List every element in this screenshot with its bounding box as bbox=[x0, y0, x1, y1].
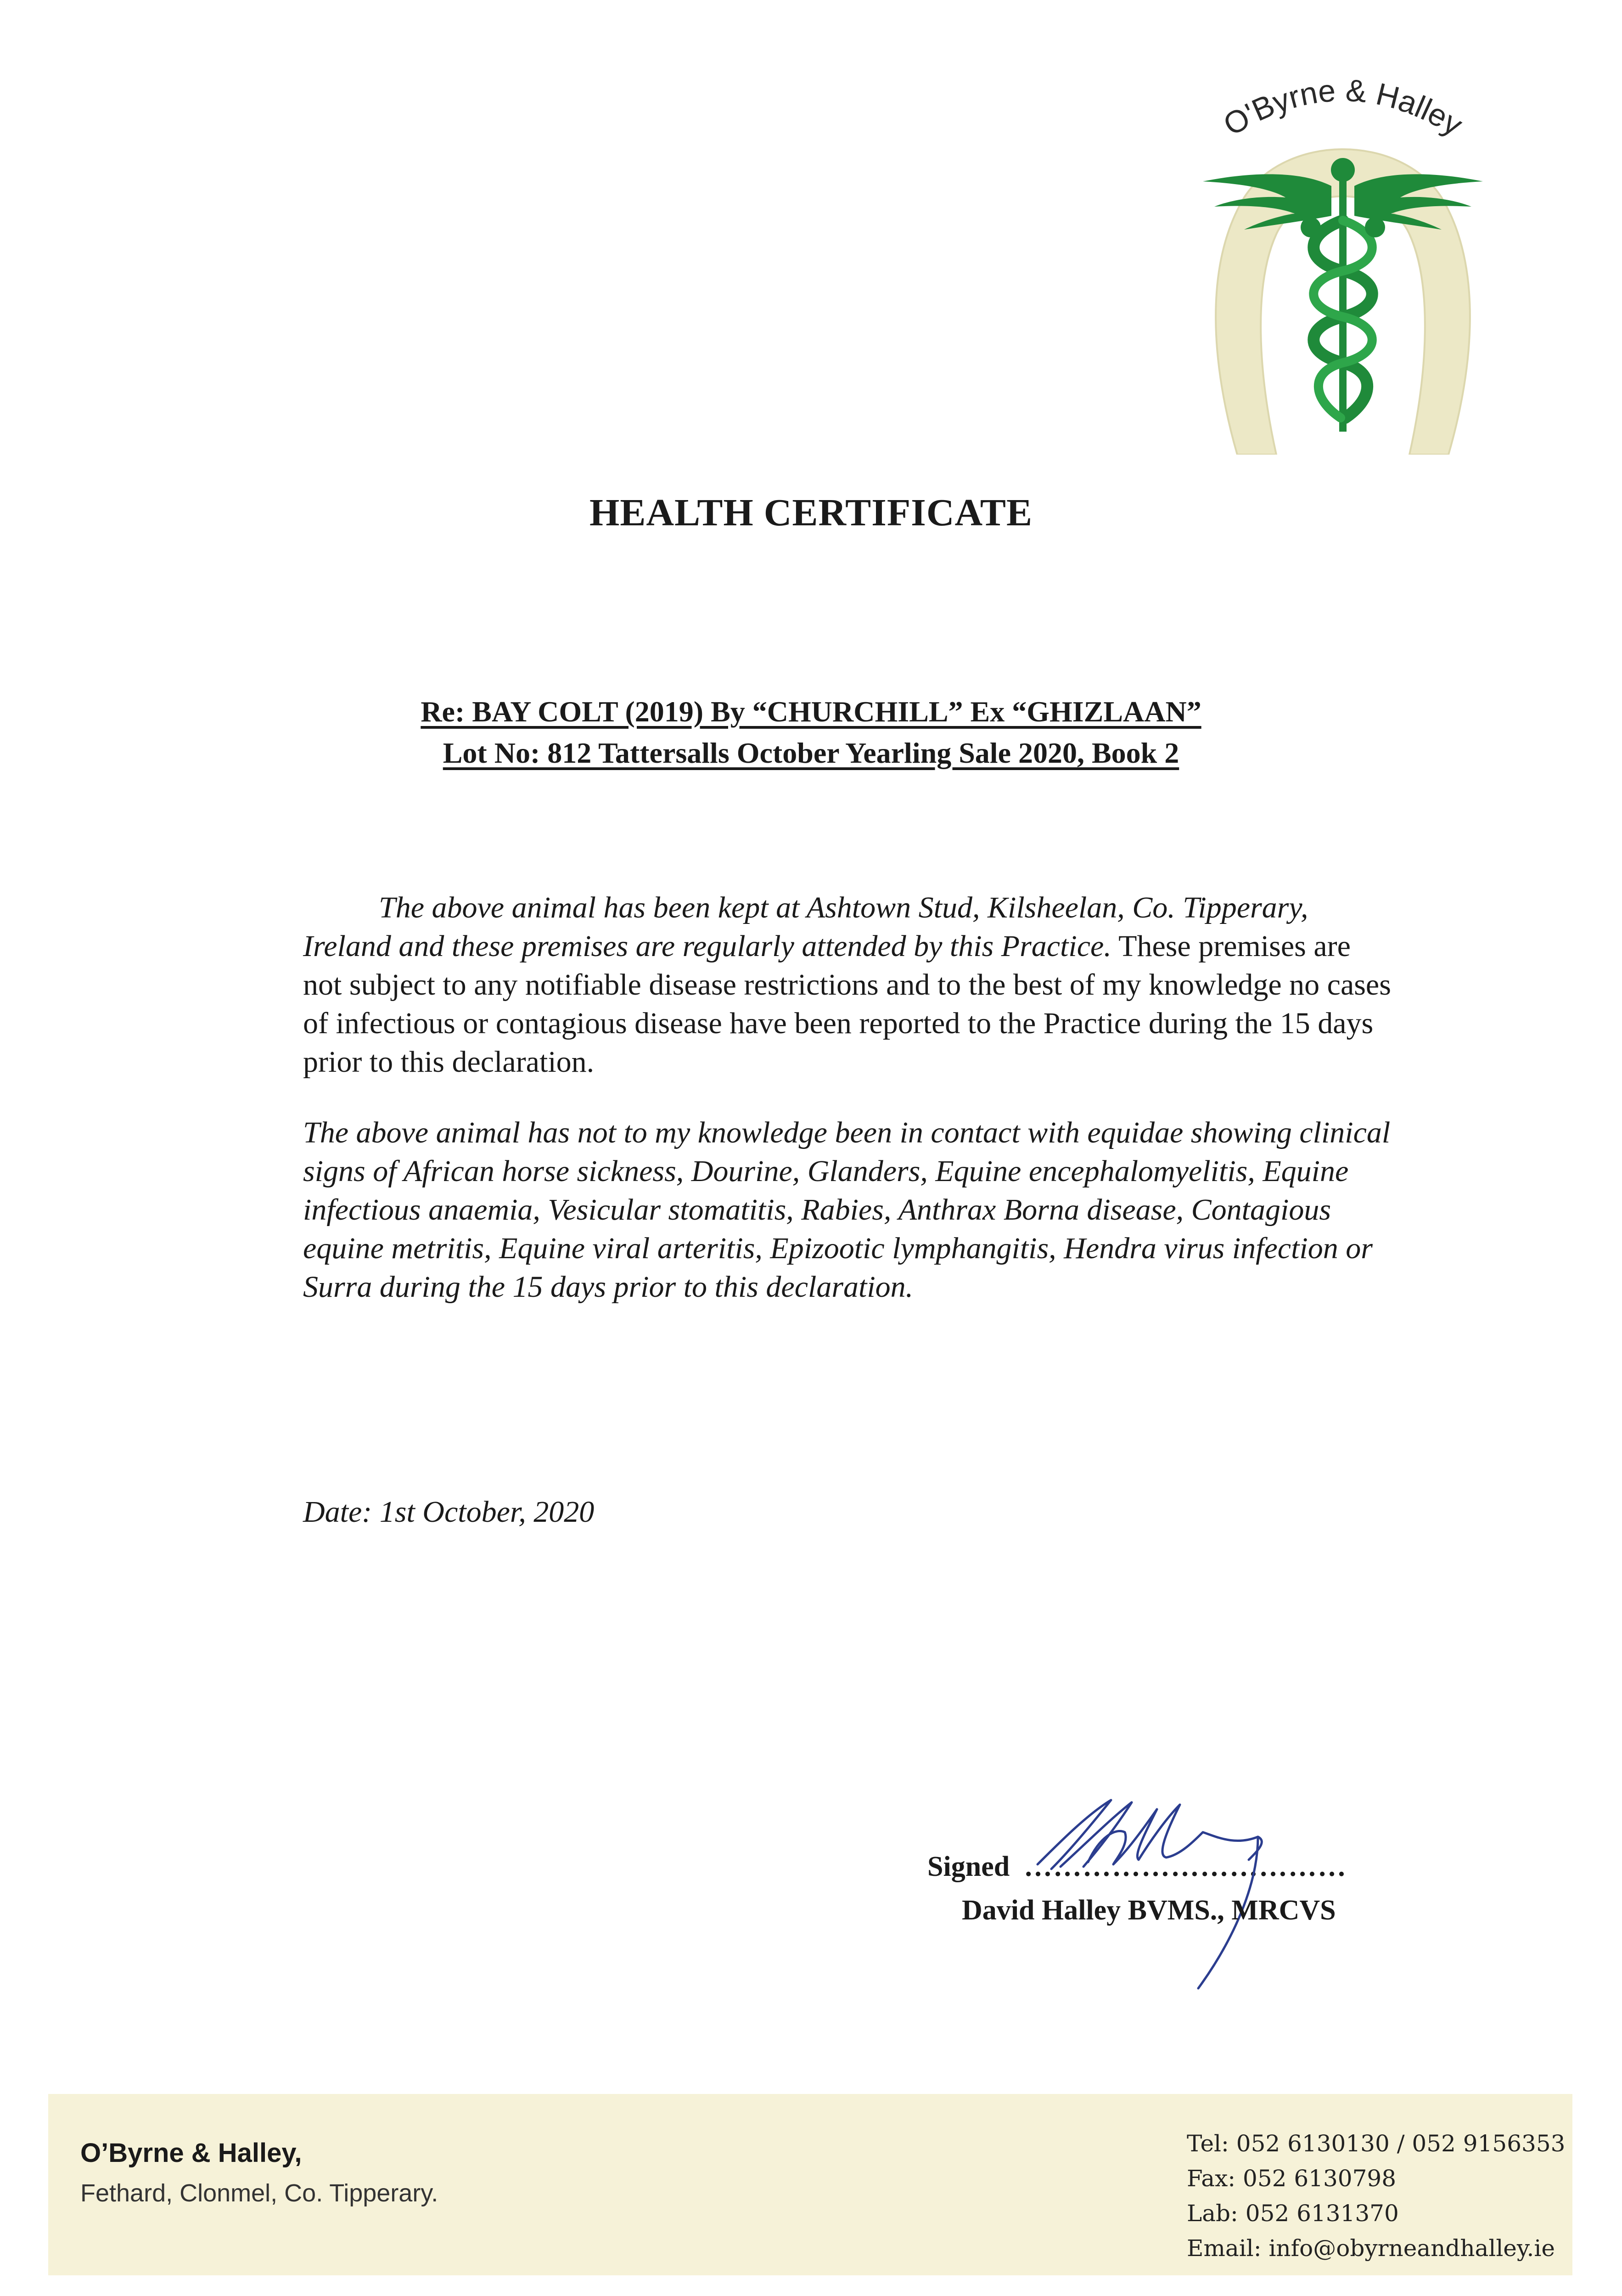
paragraph-premises-italic: The above animal has been kept at Ashtown Stud, Kilsheelan, Co. Tipperary, Ireland and these premises are regularly attended by this Practice. bbox=[303, 891, 1308, 963]
footer-email: Email: info@obyrneandhalley.ie bbox=[1187, 2235, 1555, 2262]
footer-contact-details bbox=[1187, 2126, 1565, 2266]
footer-tel: Tel: 052 6130130 / 052 9156353 bbox=[1187, 2130, 1566, 2157]
signer-name: David Halley BVMS., MRCVS bbox=[962, 1895, 1336, 1926]
document-title: HEALTH CERTIFICATE bbox=[589, 491, 1033, 534]
paragraph-contact-declaration: The above animal has not to my knowledge been in contact with equidae showing clinical signs of African horse sickness, Dourine, Glanders, Equine encephalomyelitis, Equine infectious anaemia, Vesicular stomatitis, Rabies, Anthrax Borna disease, Contagious equine metritis, Equine viral arteritis, Epizootic lymphangitis, Hendra virus infection or Surra during the 15 days prior to this declaration. bbox=[303, 1116, 1391, 1304]
subject-line-horse: Re: BAY COLT (2019) By “CHURCHILL” Ex “GHIZLAAN” bbox=[421, 695, 1201, 728]
svg-text:O'Byrne & Halley bbox=[1218, 73, 1469, 143]
subject-reference bbox=[0, 691, 1622, 774]
letterhead-footer bbox=[48, 2094, 1572, 2275]
signature-block bbox=[927, 1791, 1432, 2002]
practice-logo bbox=[1194, 69, 1492, 455]
footer-address: Fethard, Clonmel, Co. Tipperary. bbox=[80, 2179, 438, 2207]
logo-text: O'Byrne & Halley bbox=[1217, 73, 1469, 143]
subject-line-lot: Lot No: 812 Tattersalls October Yearling Sale 2020, Book 2 bbox=[443, 737, 1179, 769]
signed-label: Signed bbox=[927, 1851, 1010, 1882]
signature-dotted-line: …………………………… bbox=[1024, 1851, 1347, 1882]
footer-lab: Lab: 052 6131370 bbox=[1187, 2200, 1399, 2227]
paragraph-premises-normal: These premises are not subject to any notifiable disease restrictions and to the best of my knowledge no cases of infectious or contagious disease have been reported to the Practice during the 15 days prior to this declaration. bbox=[303, 929, 1391, 1079]
paragraph-premises bbox=[303, 889, 1391, 1081]
footer-fax: Fax: 052 6130798 bbox=[1187, 2165, 1397, 2192]
certificate-date: Date: 1st October, 2020 bbox=[303, 1495, 595, 1529]
footer-firm-name: O’Byrne & Halley, bbox=[80, 2138, 302, 2168]
